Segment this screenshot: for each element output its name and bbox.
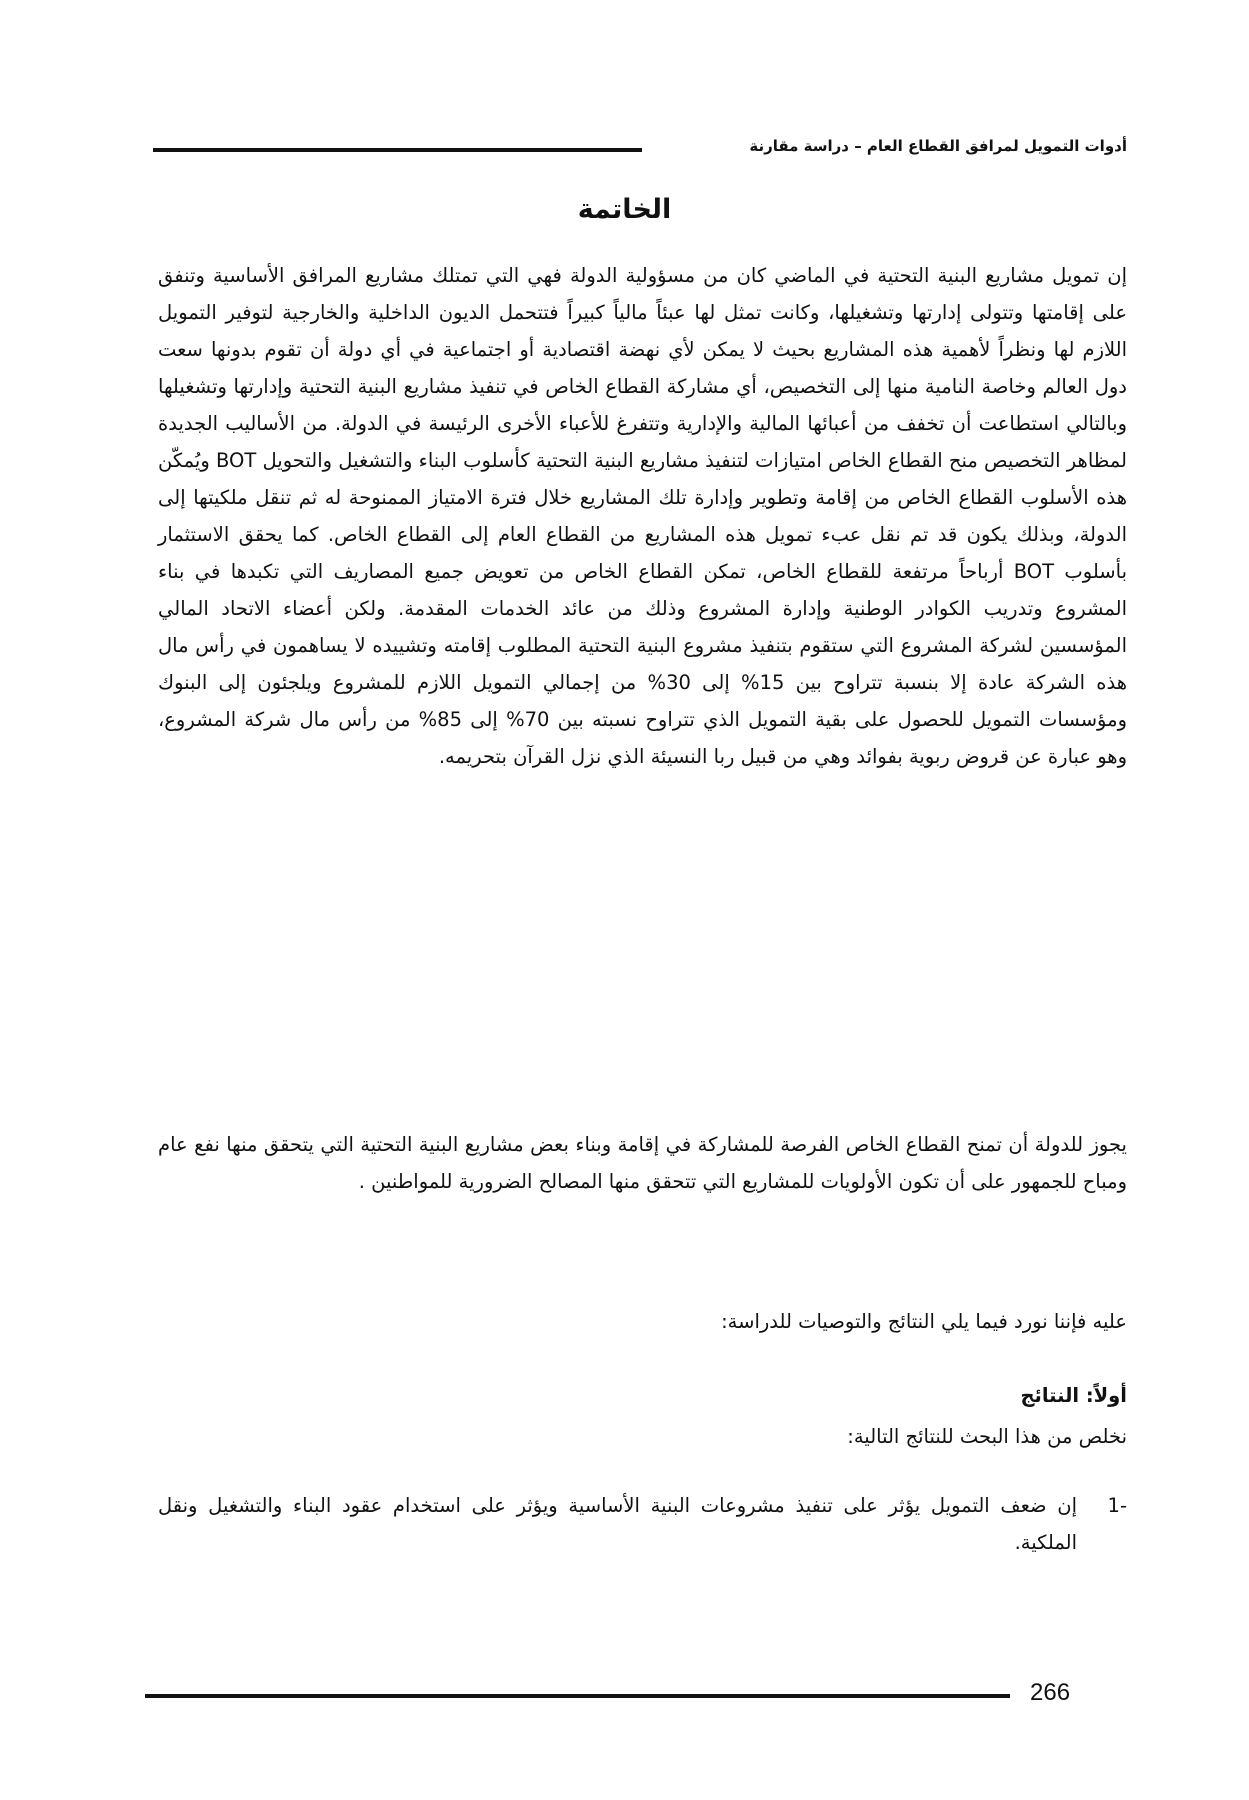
conclusion-paragraph-1 (158, 257, 1127, 775)
results-intro: نخلص من هذا البحث للنتائج التالية: (847, 1425, 1127, 1448)
paragraph-text: عليه فإننا نورد فيما يلي النتائج والتوصيات للدراسة: (721, 1310, 1127, 1333)
header-rule (153, 148, 642, 152)
page-number: 266 (1030, 1679, 1071, 1706)
section-title: الخاتمة (577, 194, 672, 225)
running-header-title: أدوات التمويل لمرافق القطاع العام – دراسة مقارنة (749, 137, 1127, 155)
conclusion-paragraph-2 (158, 1126, 1127, 1200)
list-item-number: 1- (1107, 1494, 1127, 1517)
running-header (153, 132, 1127, 168)
conclusion-paragraph-3 (158, 1303, 1127, 1340)
paragraph-text: إن تمويل مشاريع البنية التحتية في الماضي كان من مسؤولية الدولة فهي التي تمتلك مشاريع المرافق الأساسية وتنفق على إقامتها وتتولى إدارتها وتشغيلها، وكانت تمثل لها عبئاً مالياً كبيراً فتتحمل الديون الداخلية والخارجية لتوفير التمويل اللازم لها ونظراً لأهمية هذه المشاريع بحيث لا يمكن لأي نهضة اقتصادية أو اجتماعية في أي دولة أن تقوم بدونها سعت دول العالم وخاصة النامية منها إلى التخصيص، أي مشاركة القطاع الخاص في تنفيذ مشاريع البنية التحتية وإدارتها وتشغيلها وبالتالي استطاعت أن تخفف من أعبائها المالية والإدارية وتتفرغ للأعباء الأخرى الرئيسة في الدولة. من الأساليب الجديدة لمظاهر التخصيص منح القطاع الخاص امتيازات لتنفيذ مشاريع البنية التحتية كأسلوب البناء والتشغيل والتحويل BOT ويُمكّن هذه الأسلوب القطاع الخاص من إقامة وتطوير وإدارة تلك المشاريع خلال فترة الامتياز الممنوحة له ثم تنقل ملكيتها إلى الدولة، وبذلك يكون قد تم نقل عبء تمويل هذه المشاريع من القطاع العام إلى القطاع الخاص. كما يحقق الاستثمار بأسلوب BOT أرباحاً مرتفعة للقطاع الخاص، تمكن القطاع الخاص من تعويض جميع المصاريف التي تكبدها في بناء المشروع وتدريب الكوادر الوطنية وإدارة المشروع وذلك من عائد الخدمات المقدمة. ولكن أعضاء الاتحاد المالي المؤسسين لشركة المشروع التي ستقوم بتنفيذ مشروع البنية التحتية المطلوب إقامته وتشييده لا يساهمون في رأس مال هذه الشركة عادة إلا بنسبة تتراوح بين 15% إلى 30% من إجمالي التمويل اللازم للمشروع ويلجئون إلى البنوك ومؤسسات التمويل للحصول على بقية التمويل الذي تتراوح نسبته بين 70% إلى 85% من رأس مال شركة المشروع، وهو عبارة عن قروض ربوية بفوائد وهي من قبيل ربا النسيئة الذي نزل القرآن بتحريمه. (158, 264, 1127, 768)
results-list-item (158, 1487, 1127, 1561)
results-heading: أولاً: النتائج (1020, 1384, 1127, 1407)
results-list (158, 1487, 1127, 1561)
footer-rule (145, 1694, 1010, 1698)
paragraph-text: يجوز للدولة أن تمنح القطاع الخاص الفرصة للمشاركة في إقامة وبناء بعض مشاريع البنية التحتية التي يتحقق منها نفع عام ومباح للجمهور على أن تكون الأولويات للمشاريع التي تتحقق منها المصالح الضرورية للمواطنين . (158, 1133, 1127, 1193)
list-item-text: إن ضعف التمويل يؤثر على تنفيذ مشروعات البنية الأساسية ويؤثر على استخدام عقود البناء والتشغيل ونقل الملكية. (158, 1494, 1077, 1554)
